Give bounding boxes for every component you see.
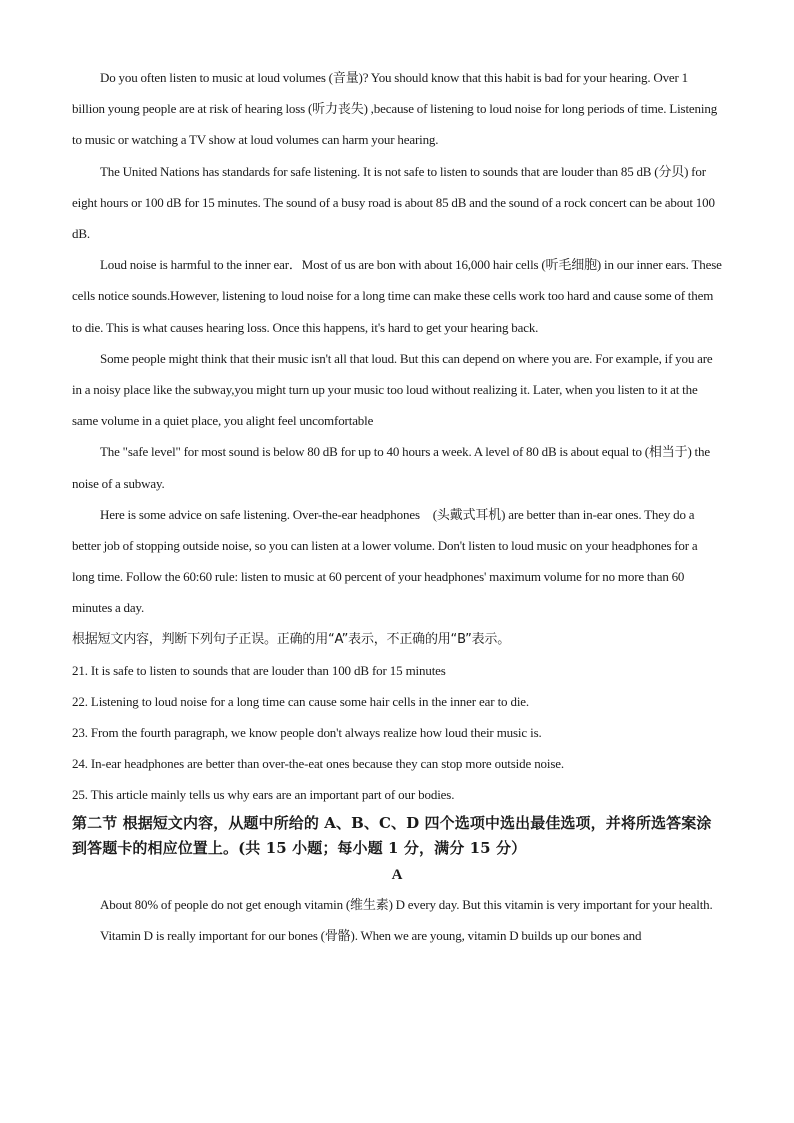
passage2-paragraph-2: Vitamin D is really important for our bones (骨骼). When we are young, vitamin D builds up our bones and <box>100 927 642 943</box>
true-false-instruction: 根据短文内容，判断下列句子正误。正确的用“A”表示，不正确的用“B”表示。 <box>72 631 511 647</box>
passage1-paragraph-6: Here is some advice on safe listening. Over-the-ear headphones (头戴式耳机) are better than in-ear ones. They do a better job of stopping outside noise, so you can listen at a lower volume. Don't listen to loud music on your headphones for a long time. Follow the 60:60 rule: listen to music at 60 percent of your headphones' maximum volume for no more than 60 minutes a day. <box>72 506 698 616</box>
question-24: 24. In-ear headphones are better than over-the-eat ones because they can stop more outside noise. <box>72 756 564 772</box>
passage1-paragraph-3: Loud noise is harmful to the inner ear．Most of us are bon with about 16,000 hair cells (听毛细胞) in our inner ears. These cells notice sounds.However, listening to loud noise for a long time can make these cells work too hard and cause some of them to die. This is what causes hearing loss. Once this happens, it's hard to get your hearing back. <box>72 257 722 335</box>
question-21: 21. It is safe to listen to sounds that are louder than 100 dB for 15 minutes <box>72 662 446 678</box>
passage2-paragraph-1: About 80% of people do not get enough vitamin (维生素) D every day. But this vitamin is very important for your health. <box>100 896 713 912</box>
passage1-paragraph-2: The United Nations has standards for safe listening. It is not safe to listen to sounds that are louder than 85 dB (分贝) for eight hours or 100 dB for 15 minutes. The sound of a busy road is about 85 dB and the sound of a rock concert can be about 100 dB. <box>72 163 715 242</box>
question-22: 22. Listening to loud noise for a long time can cause some hair cells in the inner ear to die. <box>72 693 530 709</box>
section2-heading: 第二节 根据短文内容，从题中所给的 A、B、C、D 四个选项中选出最佳选项，并将所选答案涂到答题卡的相应位置上。(共 15 小题；每小题 1 分，满分 15 分） <box>72 813 712 857</box>
passage-label-a: A <box>391 866 403 883</box>
passage1-paragraph-5: The "safe level" for most sound is below 80 dB for up to 40 hours a week. A level of 80 dB is about equal to (相当于) the noise of a subway. <box>72 444 710 491</box>
question-25: 25. This article mainly tells us why ears are an important part of our bodies. <box>72 787 455 803</box>
passage1-paragraph-1: Do you often listen to music at loud volumes (音量)? You should know that this habit is bad for your hearing. Over 1 billion young people are at risk of hearing loss (听力丧失) ,because of listening to loud noise for long periods of time. Listening to music or watching a TV show at loud volumes can harm your hearing. <box>72 70 718 148</box>
question-23: 23. From the fourth paragraph, we know people don't always realize how loud their music is. <box>72 725 542 741</box>
passage1-paragraph-4: Some people might think that their music isn't all that loud. But this can depend on where you are. For example, if you are in a noisy place like the subway,you might turn up your music too loud without realizing it. Later, when you listen to it at the same volume in a quiet place, you alight feel uncomfortable <box>72 350 713 429</box>
document-content <box>72 62 722 951</box>
